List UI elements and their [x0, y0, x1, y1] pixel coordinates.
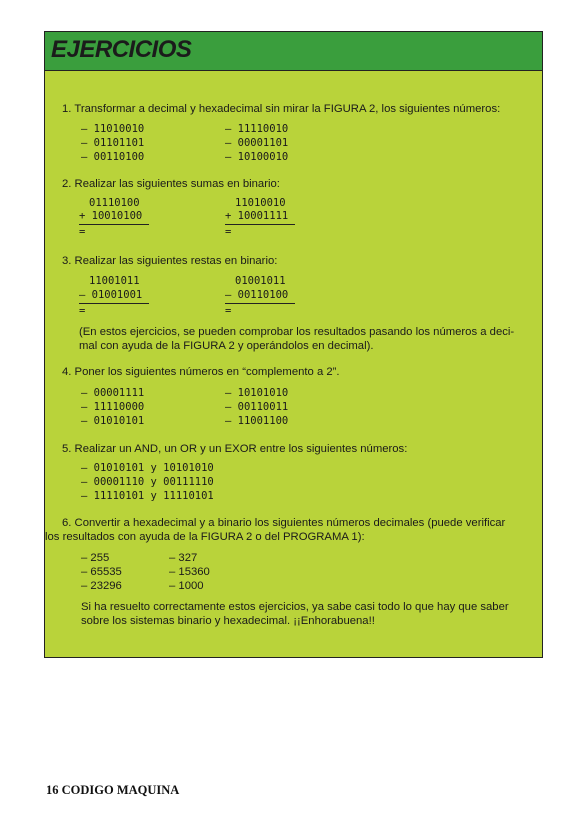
sum-a-rule: [79, 224, 149, 225]
exercise-3-note: (En estos ejercicios, se pueden comprobar los resultados pasando los números a deci-: [79, 326, 515, 338]
exercise-1-item: – 00110100: [81, 151, 145, 163]
exercise-5-item: – 01010101 y 10101010: [81, 462, 214, 474]
exercise-3-note: mal con ayuda de la FIGURA 2 y operándolos en decimal).: [79, 340, 374, 352]
sub-b-equals: =: [225, 305, 232, 317]
sub-b-rule: [225, 303, 295, 304]
exercise-6-item: – 23296: [81, 580, 122, 592]
exercise-4-text: 4. Poner los siguientes números en “complemento a 2”.: [62, 366, 340, 378]
exercise-4-item: – 11110000: [81, 401, 145, 413]
exercise-6-item: – 255: [81, 552, 110, 564]
sub-b-line2: – 00110100: [225, 289, 289, 301]
exercise-6-item: – 327: [169, 552, 198, 564]
exercise-1-item: – 10100010: [225, 151, 289, 163]
exercise-2-text: 2. Realizar las siguientes sumas en binario:: [62, 178, 280, 190]
page-title: EJERCICIOS: [51, 36, 192, 63]
exercises-header: [45, 32, 542, 71]
closing-text: Si ha resuelto correctamente estos ejercicios, ya sabe casi todo lo que hay que saber: [81, 601, 509, 613]
exercise-6-item: – 15360: [169, 566, 210, 578]
exercise-4-item: – 00001111: [81, 387, 145, 399]
exercise-1-text: 1. Transformar a decimal y hexadecimal sin mirar la FIGURA 2, los siguientes números:: [62, 103, 501, 115]
sub-a-line2: – 01001001: [79, 289, 143, 301]
sub-a-equals: =: [79, 305, 86, 317]
exercise-1-item: – 01101101: [81, 137, 145, 149]
sum-b-equals: =: [225, 226, 232, 238]
sub-a-line1: 11001011: [89, 275, 140, 287]
sub-a-rule: [79, 303, 149, 304]
exercise-1-item: – 00001101: [225, 137, 289, 149]
exercise-6-item: – 1000: [169, 580, 204, 592]
sum-b-line2: + 10001111: [225, 210, 289, 222]
exercise-5-item: – 11110101 y 11110101: [81, 490, 214, 502]
exercise-6-item: – 65535: [81, 566, 122, 578]
exercise-4-item: – 11001100: [225, 415, 289, 427]
exercise-1-item: – 11110010: [225, 123, 289, 135]
exercise-4-item: – 00110011: [225, 401, 289, 413]
exercises-box: [44, 31, 543, 658]
closing-text: sobre los sistemas binario y hexadecimal. ¡¡Enhorabuena!!: [81, 615, 375, 627]
exercise-4-item: – 10101010: [225, 387, 289, 399]
sum-a-line2: + 10010100: [79, 210, 143, 222]
sub-b-line1: 01001011: [235, 275, 286, 287]
exercise-3-text: 3. Realizar las siguientes restas en binario:: [62, 255, 278, 267]
exercise-6-text: 6. Convertir a hexadecimal y a binario los siguientes números decimales (puede verificar: [62, 517, 506, 529]
sum-b-rule: [225, 224, 295, 225]
exercise-4-item: – 01010101: [81, 415, 145, 427]
sum-b-line1: 11010010: [235, 197, 286, 209]
exercise-6-text: los resultados con ayuda de la FIGURA 2 o del PROGRAMA 1):: [45, 531, 365, 543]
sum-a-equals: =: [79, 226, 86, 238]
page-footer: 16 CODIGO MAQUINA: [46, 783, 180, 797]
exercise-5-item: – 00001110 y 00111110: [81, 476, 214, 488]
exercise-5-text: 5. Realizar un AND, un OR y un EXOR entre los siguientes números:: [62, 443, 408, 455]
sum-a-line1: 01110100: [89, 197, 140, 209]
exercise-1-item: – 11010010: [81, 123, 145, 135]
